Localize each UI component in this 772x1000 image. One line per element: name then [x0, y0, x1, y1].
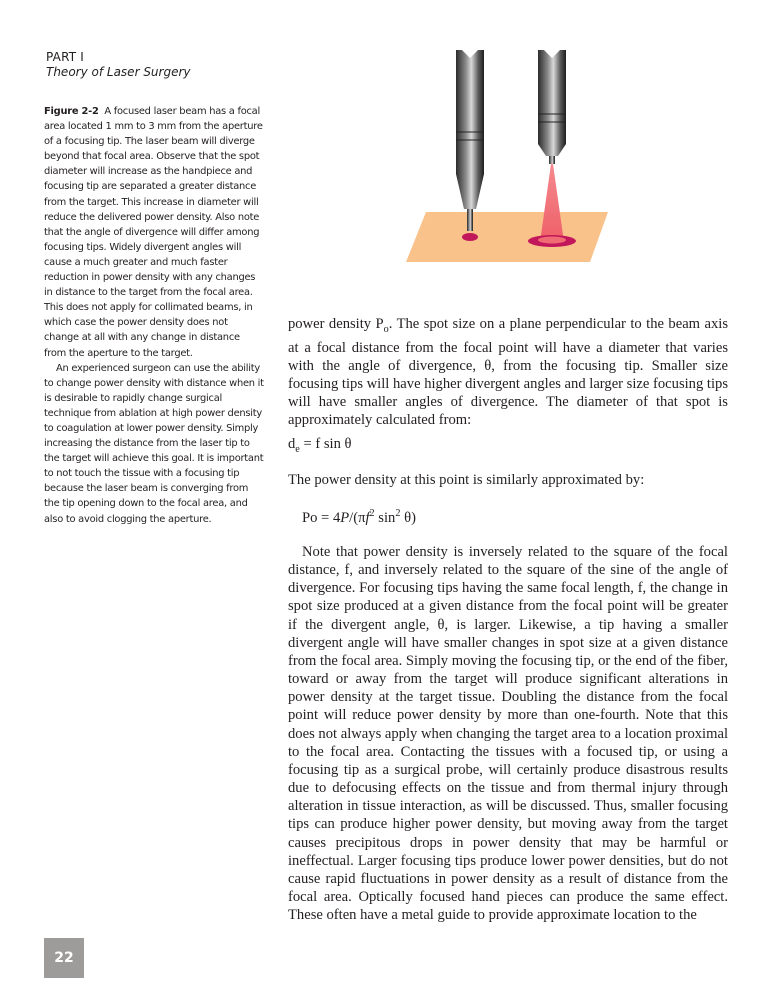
chapter-title: Theory of Laser Surgery	[46, 65, 191, 79]
eq1-subscript: e	[295, 443, 300, 455]
tissue-surface	[406, 212, 608, 262]
p1-rest: . The spot size on a plane perpendicular to the beam axis at a focal distance from the focal point will have a diameter that varies with the angle of divergence, θ, from the focusing tip. Smaller size focusing tips will have higher divergent angles and larger size focusing tips will have smaller angles of divergence. The diameter of that spot is approximately calculated from:	[288, 316, 729, 428]
equation-spot-diameter	[288, 436, 352, 455]
caption-text-1: A focused laser beam has a focal area located 1 mm to 3 mm from the aperture of a focusing tip. The laser beam will diverge beyond that focal area. Observe that the spot diameter will increase as the handpiece and focusing tip are separated a greater distance from the target. This increase in diameter will reduce the delivered power density. Also note that the angle of divergence will differ among focusing tips. Widely divergent angles will cause a much greater and much faster reduction in power density with any changes in distance to the target from the focal area. This does not apply for collimated beams, in which case the power density does not change at all with any change in distance from the aperture to the target.	[44, 106, 263, 359]
laser-beam	[540, 164, 564, 242]
eq1-var: d	[288, 436, 296, 452]
eq2-f: f	[365, 509, 370, 526]
eq2-d: θ)	[400, 509, 416, 526]
page-number: 22	[44, 938, 84, 978]
caption-paragraph-1	[44, 104, 264, 361]
figure-label: Figure 2-2	[44, 106, 99, 117]
eq2-P: P	[340, 509, 350, 526]
equation-power-density	[302, 508, 416, 527]
p1-subscript: o	[383, 323, 389, 335]
body-paragraph-1	[288, 315, 728, 429]
contact-spot	[462, 233, 478, 241]
eq2-a: Po = 4	[302, 509, 341, 526]
eq2-c: sin	[374, 509, 396, 526]
running-head	[46, 50, 191, 80]
figure-caption	[44, 104, 264, 527]
eq2-sup2: 2	[395, 508, 401, 519]
laser-focusing-figure	[404, 44, 614, 266]
eq1-rest: = f sin θ	[299, 436, 352, 452]
p1-start: power density P	[288, 316, 384, 332]
handpiece-left	[456, 50, 484, 231]
handpiece-right	[538, 50, 566, 164]
part-label: PART I	[46, 50, 85, 64]
eq2-b: /(π	[349, 509, 366, 526]
body-line-2: The power density at this point is similarly approximated by:	[288, 472, 645, 488]
caption-paragraph-2: An experienced surgeon can use the ability to change power density with distance when it is desirable to rapidly change surgical technique from ablation at high power density to coagulation at lower power density. Simply increasing the distance from the laser tip to the target will achieve this goal. It is important to not touch the tissue with a focusing tip because the laser beam is converging from the tip opening down to the focal area, and also to avoid clogging the aperture.	[44, 362, 264, 525]
eq2-sup: 2	[369, 508, 375, 519]
body-paragraph-3: Note that power density is inversely related to the square of the focal distance, f, and inversely related to the square of the sine of the angle of divergence. For focusing tips having the same focal length, f, the change in spot size produced at a given distance from the focal point will be greater if the divergent angle, θ, is larger. Likewise, a tip having a smaller divergent angle will have smaller changes in spot size at a given distance from the focal area. Simply moving the focusing tip, or the end of the fiber, toward or away from the target will produce significant alterations in power density at the target tissue. Doubling the distance from the focal point will reduce power density by more than one-fourth. Note that this does not always apply when changing the target area to a location proximal to the focal area. Contacting the tissues with a focused tip, or using a focusing tip as a surgical probe, will certainly produce disastrous results due to defocusing effects on the tissue and from thermal injury through alteration in tissue interaction, as will be discussed. Thus, smaller focusing tips can produce higher power density, but moving away from the target causes precipitous drops in power density that may be harmful or ineffectual. Larger focusing tips produce lower power densities, but do not cause rapid fluctuations in power density as a result of distance from the focal area. Optically focused hand pieces can produce the same effect. These often have a metal guide to provide approximate location to the	[288, 544, 728, 924]
body-p1	[288, 315, 728, 429]
